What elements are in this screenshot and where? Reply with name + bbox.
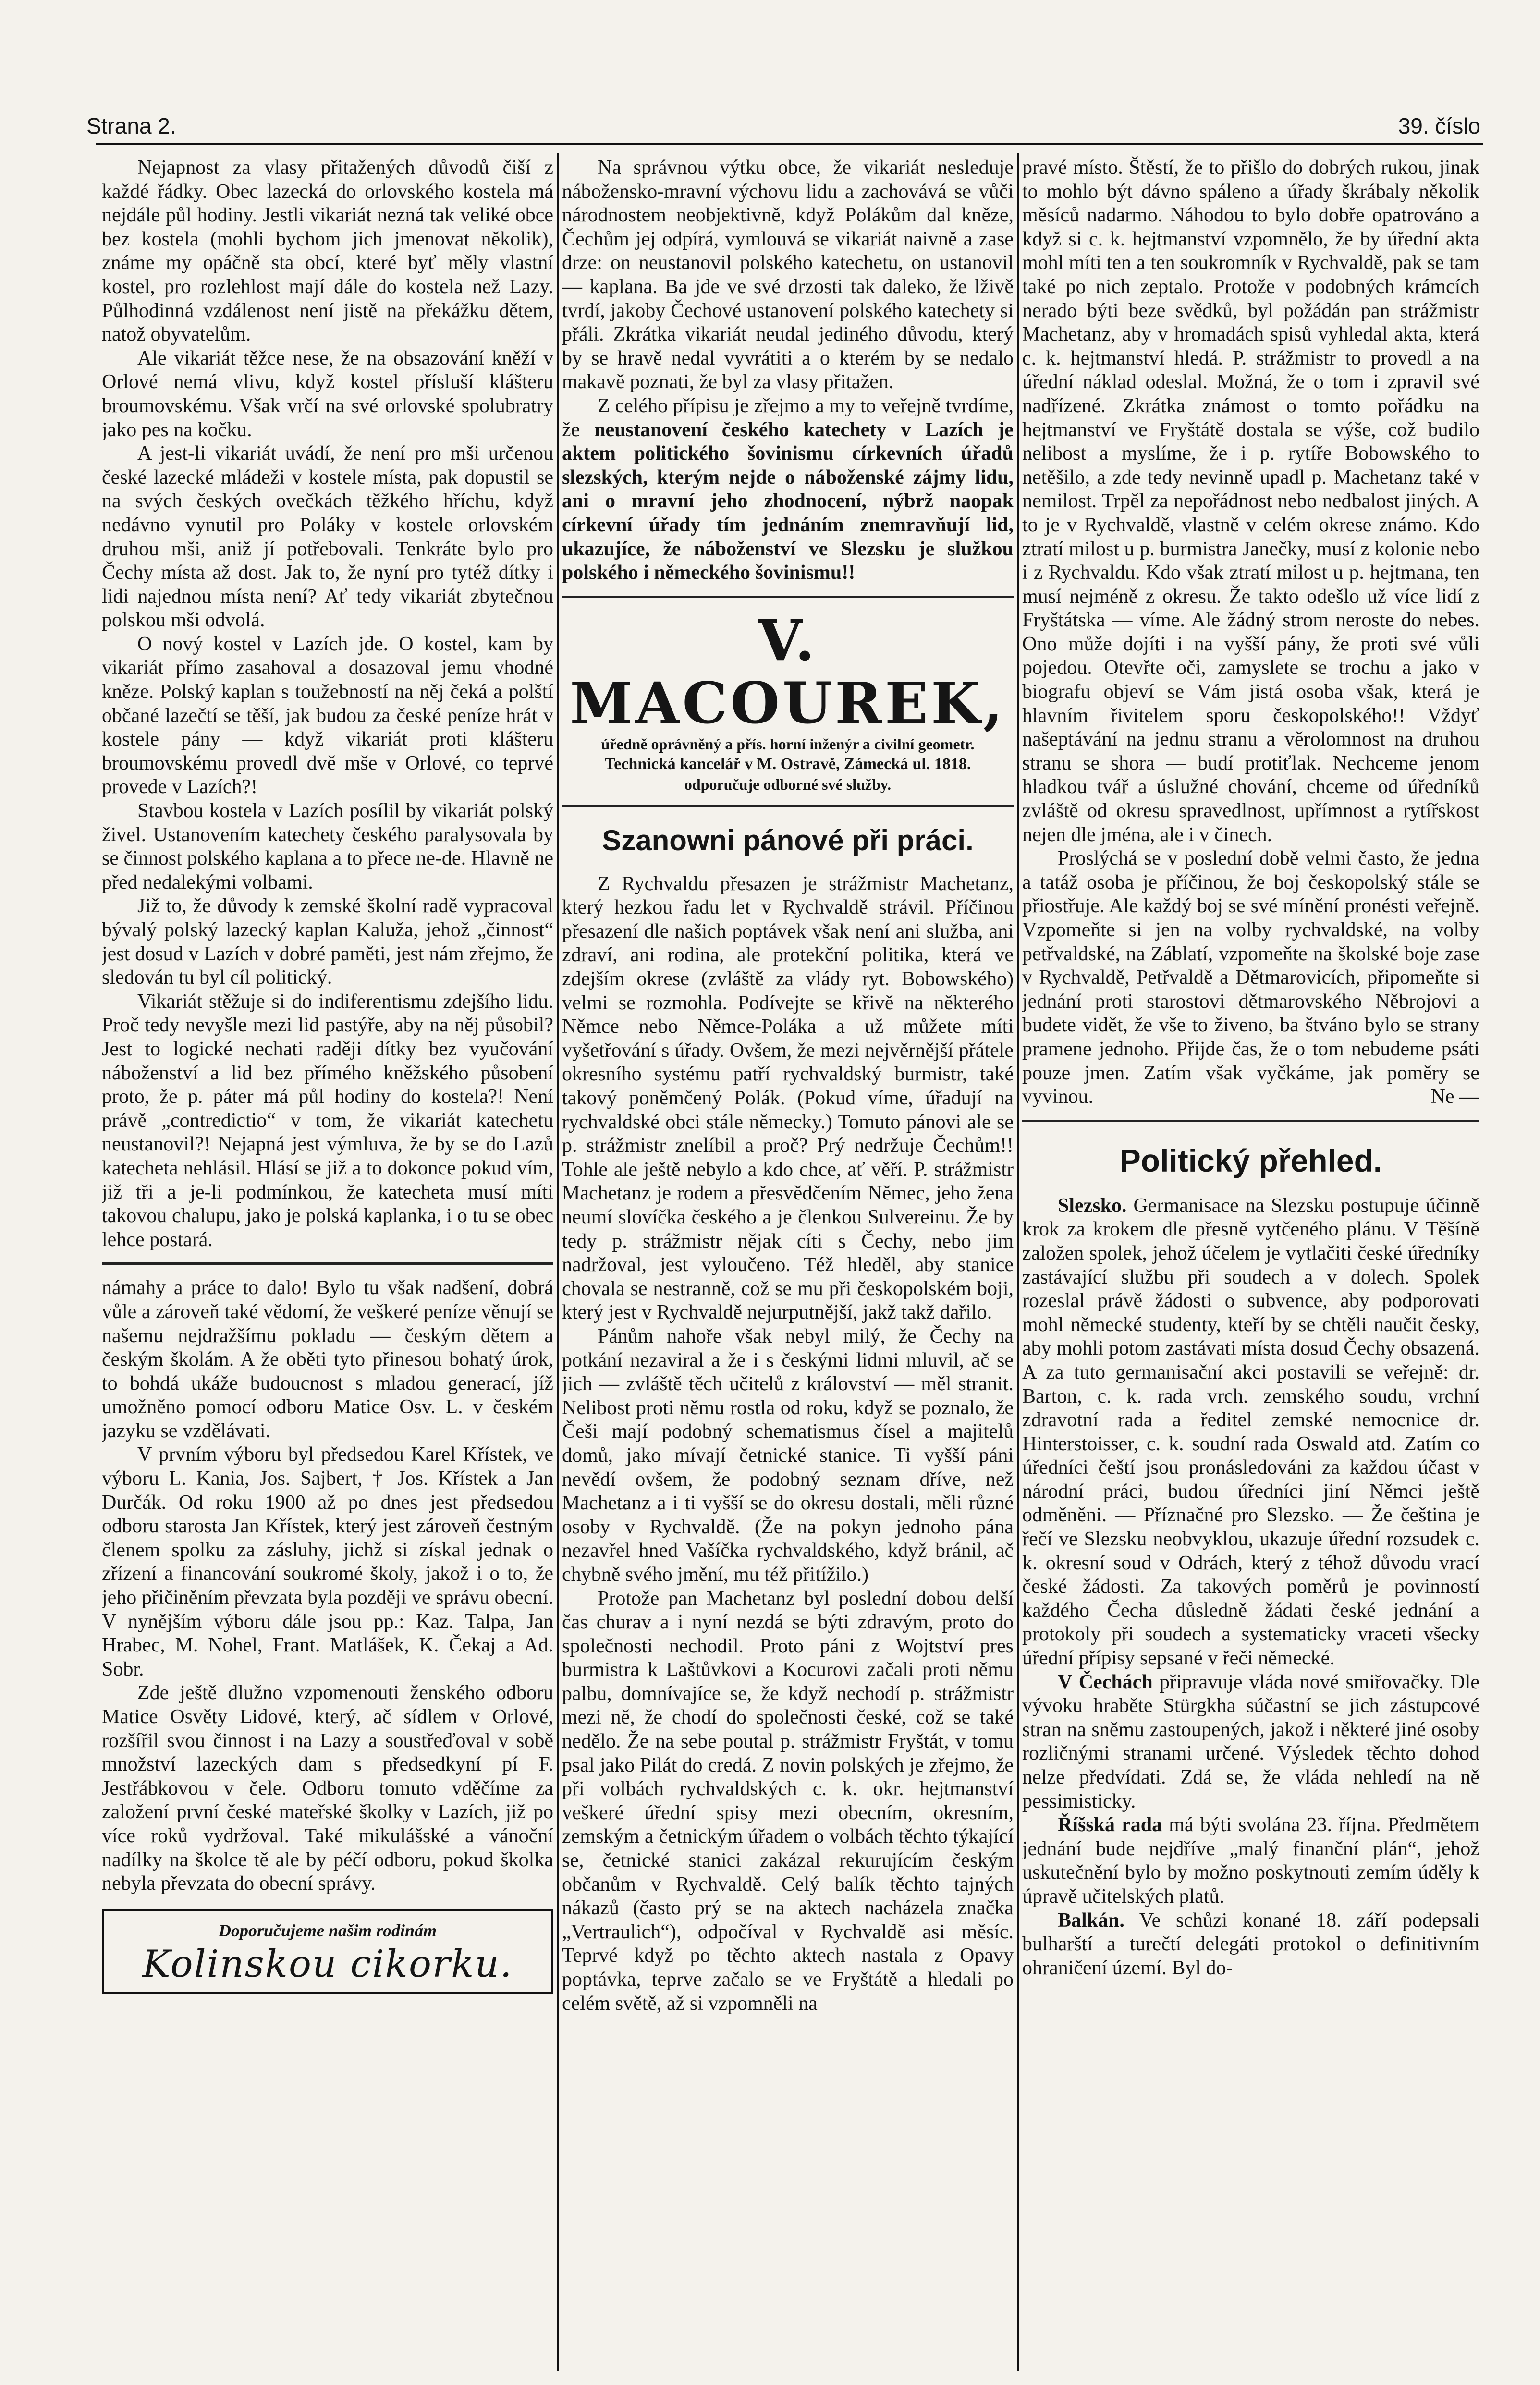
paragraph-text: má býti svolána 23. října. Předmětem jednání bude nejdříve „malý finanční plán“, jehož uskutečnění bylo by možno poskytnouti zemím úděly k úpravě učitelských platů.	[1022, 1814, 1479, 1908]
ad-line: úředně oprávněný a přís. horní inženýr a civilní geometr.	[601, 735, 975, 753]
ad-company-name: V. MACOUREK,	[570, 607, 1006, 736]
article-paragraph: Již to, že důvody k zemské školní radě vypracoval bývalý polský lazecký kaplan Kaluža, jehož „činnost“ jest dosud v Lazích v dobré paměti, jest nám zřejmo, že sledován tu byl cíl politický.	[102, 895, 553, 989]
news-item	[1022, 1909, 1479, 1981]
article-paragraph: Na správnou výtku obce, že vikariát nesleduje nábožensko-mravní výchovu lidu a zachovává se vůči národnostem neobjektivně, když Polákům dal kněze, Čechům jej odpírá, vymlouvá se vikariát naivně a zase drze: on neustanovil polského katechetu, on ustanovil — kaplana. Ba jde ve své drzosti tak daleko, že lživě tvrdí, jakoby Čechové ustanovení polského katechety si přáli. Zkrátka vikariát neudal jediného důvodu, který by se hravě nedal vyvrátiti a o kterém by se nedalo makavě poznati, že byl za vlasy přitažen.	[562, 157, 1014, 393]
article-paragraph: Ale vikariát těžce nese, že na obsazování kněží v Orlové nemá vlivu, když kostel přísluší klášteru broumovskému. Však vrčí na své orlovské spolubratry jako pes na kočku.	[102, 347, 553, 441]
article-paragraph: V prvním výboru byl předsedou Karel Křístek, ve výboru L. Kania, Jos. Sajbert, † Jos. Křístek a Jan Durčák. Od roku 1900 až po dnes jest předsedou odboru starosta Jan Křístek, který jest zároveň čestným členem spolku za zásluhy, jichž si získal jednak o zřízení a financování soukromé školy, jakož i o to, že jeho přičiněním převzata byla později ve správu obecní. V nynějším výboru dále jsou pp.: Kaz. Talpa, Jan Hrabec, M. Nohel, Frant. Matlášek, K. Čekaj a Ad. Sobr.	[102, 1443, 553, 1680]
news-item	[1022, 1813, 1479, 1908]
article-paragraph: Protože pan Machetanz byl poslední dobou delší čas churav a i nyní nezdá se býti zdravým, proto do společnosti nechodil. Proto páni z Wojtství pres burmistra k Laštůvkovi a Kocurovi začali proti němu palbu, domnívajíce se, že když nechodí p. strážmistr mezi ně, že chodí do společnosti české, což se také nedělo. Že na sebe poutal p. strážmistr Fryštát, v tomu psal jako Pilát do credá. Z novin polských je zřejmo, že při volbách rychvaldských c. k. okr. hejtmanství veškeré úřední spisy mezi obecním, okresním, zemským a četnickým úřadem o volbách těchto týkající se, četnické stanici zakázal rekurujícím českým občanům v Rychvaldě. Celý balík těchto tajných nákazů (často prý se na aktech nacházela značka „Vertraulich“), odpočíval v Rychvaldě asi měsíc. Teprvé když po těchto aktech nastala z Opavy poptávka, teprve začalo se ve Fryštátě a hledali po celém světě, až si vzpomněli na	[562, 1587, 1014, 2015]
column-rule-1	[557, 153, 559, 2371]
ad-brand: Kolinskou cikorku.	[142, 1942, 513, 1986]
article-heading: Szanowni pánové při práci.	[602, 824, 974, 856]
article-paragraph	[562, 394, 1014, 585]
section-divider	[562, 805, 1014, 807]
news-item-label: V Čechách	[1058, 1671, 1153, 1693]
news-item	[1022, 1671, 1479, 1814]
section-divider	[1022, 1120, 1479, 1122]
article-paragraph: Zde ještě dlužno vzpomenouti ženského odboru Matice Osvěty Lidové, který, ač sídlem v Orlové, rozšířil svou činnost i na Lazy a soustřeďoval v sobě množství lazeckých dam s předsedkyní pí F. Jestřábkovou v čele. Odboru tomuto vděčíme za založení první české mateřské školky v Lazích, již po více roků vydržoval. Také mikulášské a vánoční nadílky na školce tě ale by péčí odboru, pokud školka nebyla převzata do obecní správy.	[102, 1682, 553, 1895]
article-paragraph: Pánům nahoře však nebyl milý, že Čechy na potkání nezaviral a že i s českými lidmi mluvil, ač se jich — zvláště těch učitelů z království — měl stranit. Nelibost proti němu rostla od roku, když se poznalo, že Češi mají podobný schematismus čísel a majitelů domů, jako mívají četnické stanice. Ti vyšší páni nevědí ovšem, že podobný seznam dříve, než Machetanz a i ti vyšší se do okresu dostali, měli různé osoby v Rychvaldě. (Že na pokyn jednoho pána nezavřel hned Vašíčka rychvaldského, když bránil, ač chybně svého jmění, mu též přitížilo.)	[562, 1325, 1014, 1586]
article-paragraph: Nejapnost za vlasy přitažených důvodů čiší z každé řádky. Obec lazecká do orlovského kostela má nejdále půl hodiny. Jestli vikariát nezná tak veliké obce bez kostela (mohli bychom jich jmenovat několik), známe my opáčně sta obcí, které byť měly vlastní kostel, pro rozlehlost mají dále do kostela než Lazy. Půlhodinná vzdálenost není jistě na překážku dětem, natož obyvatelům.	[102, 157, 553, 346]
article-paragraph: Z Rychvaldu přesazen je strážmistr Machetanz, který hezkou řadu let v Rychvaldě strávil. Příčinou přesazení dle našich poptávek však není ani služba, ani zdraví, ani rodina, ale protekční politika, která ve zdejším okrese (zvláště za vlády ryt. Bobowského) velmi se rozmohla. Podívejte se křivě na některého Němce nebo Němce-Poláka a už můžete míti vyšetřování s úřady. Ovšem, že mezi nejvěrnější přátele okresního systému patří rychvaldský burmistr, také takový poněmčený Polák. (Pokud víme, úřadují na rychvaldské obci stále německy.) Tomuto pánovi ale se p. strážmistr znelíbil a proč? Prý nedržuje Čechům!! Tohle ale ještě nebylo a kdo chce, ať věří. P. strážmistr Machetanz je rodem a přesvědčením Němec, jeho žena neumí slovíčka českého a je členkou Sulvereinu. Že by tedy p. strážmistr nějak cíti s Čechy, nebo jim nadržoval, jest vyloučeno. Též hleděl, aby stanice chovala se nestranně, což se mu při českopolském boji, který jest v Rychvaldě nejurputnější, jakž takž dařilo.	[562, 872, 1014, 1324]
article-paragraph: O nový kostel v Lazích jde. O kostel, kam by vikariát přímo zasahoval a dosazoval jemu vhodné kněze. Polský kaplan s toužebností na něj čeká a polští občané lazečtí se těší, jak budou za české peníze hrát v kostele pány — když vikariát proti klášteru broumovskému provedl dvě mše v Orlové, co teprvé provede v Lazích?!	[102, 633, 553, 798]
ad-line: odporučuje odborné své služby.	[684, 775, 892, 793]
article-paragraph: A jest-li vikariát uvádí, že není pro mši určenou české lazecké mládeži v kostele místa, pak dopustil se na svých českých ovečkách těžkého hříchu, když nedávno vynutil pro Poláky v kostele orlovském druhou mši, aniž jí potřebovali. Tenkráte bylo pro Čechy místa až dost. Jak to, že nyní pro tytéž dítky i lidi najednou místa není? Ať tedy vikariát zbytečnou polskou mši odvolá.	[102, 442, 553, 632]
article-paragraph: námahy a práce to dalo! Bylo tu však nadšení, dobrá vůle a zároveň také vědomí, že veškeré peníze věnují se našemu nejdražšímu pokladu — českým dětem a českým školám. A že oběti tyto přinesou bohatý úrok, to bohdá ukáže budoucnost s mladou generací, jíž umožněno pomocí odboru Matice Osv. L. v českém jazyku se vzdělávati.	[102, 1277, 553, 1442]
section-divider	[562, 596, 1014, 598]
paragraph-text: připravuje vláda nové smiřovačky. Dle vývoku hraběte Stürgkha súčastní se jich zástupcové stran na sněmu zastoupených, jakož i některé jiné osoby rozličnými stranami určené. Výsledek těchto dohod nelze předvídati. Zdá se, že vláda nehledí na ně pessimisticky.	[1022, 1671, 1479, 1812]
news-item	[1022, 1194, 1479, 1671]
article-signature: Ne —	[1430, 1086, 1479, 1108]
header-rule	[96, 143, 1483, 145]
news-item-label: Slezsko.	[1058, 1194, 1127, 1217]
paragraph-text: Z celého přípisu je zřejmo a my to veřejně tvrdíme, že	[562, 394, 1014, 441]
column-rule-2	[1017, 153, 1019, 2371]
paragraph-text: Ve schůzi konané 18. září podepsali bulharští a turečtí delegáti protokol o definitivním ohraničení území. Byl do-	[1022, 1909, 1479, 1979]
ad-tagline: Doporučujeme našim rodinám	[218, 1920, 437, 1940]
article-paragraph	[1022, 847, 1479, 1109]
news-item-label: Balkán.	[1058, 1909, 1124, 1932]
article-paragraph: pravé místo. Štěstí, že to přišlo do dobrých rukou, jinak to mohlo být dávno spáleno a úřady škrábaly několik měsíců nadarmo. Náhodou to bylo dobře opatrováno a když si c. k. hejtmanství vzpomnělo, že by úřední akta mohl míti ten a ten soukromník v Rychvaldě, pak se tam také po nich zeptalo. Protože v podobných krámcích nerado býti beze svědků, byl požádán pan strážmistr Machetanz, aby v hromadách spisů vyhledal akta, která c. k. hejtmanství hledá. P. strážmistr to provedl a na úřední náklad odeslal. Možná, že o tom i zpravil své nadřízené. Zkrátka známost o tomto pořádku na hejtmanství ve Fryštátě dostala se výše, což budilo nelibost a myslíme, že i p. rytíře Bobowského to netěšilo, a zde tedy nevinně upadl p. Machetanz také v nemilost. Trpěl za nepořádnost nebo nedbalost jiných. A to je v Rychvaldě, vlastně v celém okrese známo. Kdo ztratí milost u p. burmistra Janečky, musí z kolonie nebo i z Rychvaldu. Kdo však ztratí milost u p. hejtmana, ten musí nejméně z okresu. Že takto odešlo už více lidí z Fryštátska — víme. Ale žádný strom neroste do nebes. Ono může dojíti i na vyšší pány, že proti své vůli pojedou. Otevřte oči, zamyslete se trochu a jako v biografu objeví se Vám jistá osoba však, která je hlavním řivitelem sporu českopolského!! Vždyť našeptávání na jednu stranu a věrolomnost na druhou stranu se shora — budí protiťlak. Nechceme jenom hladkou tvář a úslužné chování, chceme od úředníků zvláště od okresu spravedlnost, upřímnost a rytířskost nejen dle jména, ale i v činech.	[1022, 157, 1479, 846]
column-2	[562, 156, 1014, 2366]
article-paragraph: Vikariát stěžuje si do indiferentismu zdejšího lidu. Proč tedy nevyšle mezi lid pastýře, aby na něj působil? Jest to logické nechati raději dítky bez vyučování náboženství a lid bez přímého kněžského působení proto, že p. páter má půl hodiny do kostela?! Není právě „contredictio“ v tom, že vikariát katechetu neustanovil?! Nejapná jest výmluva, že by se do Lazů katecheta nehlásil. Hlásí se již a to dokonce pokud vím, již tři a je-li podmínkou, že katecheta musí míti takovou chalupu, jako je polská kaplanka, i o tu se obec lehce postará.	[102, 990, 553, 1251]
paragraph-text: Proslýchá se v poslední době velmi často, že jedna a tatáž osoba je příčinou, že boj českopolský stále se přiostřuje. Ale každý boj se své mínění pronésti veřejně. Vzpomeňte si jen na volby rychvaldské, na volby petřvaldské, na Záblatí, vzpomeňte na školské boje zase v Rychvaldě, Petřvaldě a Dětmarovicích, připomeňte si jednání proti starostovi dětmarovského Něbrojovi a budete vidět, že vše to živeno, ba štváno bylo se strany pramene jednoho. Přijde čas, že o tom nebudeme psáti pouze jmen. Zatím však vyčkáme, jak poměry se vyvinou.	[1022, 847, 1479, 1108]
surveyor-advertisement	[562, 607, 1014, 794]
page-number: Strana 2.	[86, 113, 176, 138]
news-item-label: Říšská rada	[1058, 1814, 1162, 1836]
article-paragraph: Stavbou kostela v Lazích posílil by vikariát polský živel. Ustanovením katechety českého paralysovala by se činnost polského kaplana a to přece ne-de. Hlavně ne před nedalekými volbami.	[102, 800, 553, 893]
issue-number: 39. číslo	[1398, 113, 1480, 138]
emphasized-text: neustanovení českého katechety v Lazích je aktem politického šovinismu církevních úřadů slezských, kterým nejde o náboženské zájmy lidu, ani o mravní jeho zhodnocení, nýbrž naopak církevní úřady tím jednáním znemravňují lid, ukazujíce, že náboženství ve Slezsku je služkou polského i německého šovinismu!!	[562, 418, 1014, 584]
chicory-advertisement	[102, 1909, 553, 1994]
ad-line: Technická kancelář v M. Ostravě, Zámecká ul. 1818.	[604, 755, 971, 773]
column-3	[1022, 156, 1479, 2366]
section-divider	[102, 1262, 553, 1265]
column-1	[102, 156, 553, 2366]
section-heading: Politický přehled.	[1119, 1142, 1382, 1178]
paragraph-text: Germanisace na Slezsku postupuje účinně krok za krokem dle přesně vytčeného plánu. V Těšíně založen spolek, jehož účelem je vytlačiti české úředníky zastávající službu při soudech a v dolech. Spolek rozeslal právě žádosti o subvence, aby podporovati mohl německé studenty, kteří by se chtěli naučit česky, aby mohli potom zastávati místa dosud Čechy obsazená. A za tuto germanisační akci postavili se veřejně: dr. Barton, c. k. rada vrch. zemského soudu, vrchní zdravotní rada a ředitel zemské nemocnice dr. Hinterstoisser, c. k. soudní rada Oswald atd. Zatím co úředníci čeští jsou pronásledováni za každou účast v národní práci, budou úředníci jiní Němci ještě odměněni. — Příznačné pro Slezsko. — Že čeština je řečí ve Slezsku neobvyklou, ukazuje úřední rozsudek c. k. okresní soud v Odrách, který z téhož důvodu vrací české žádosti. Za takových poměrů je povinností každého Čecha důsledně žádati české jednání a protokoly při soudech a systematicky vraceti všecky úřední přípisy sepsané v řeči německé.	[1022, 1194, 1479, 1670]
